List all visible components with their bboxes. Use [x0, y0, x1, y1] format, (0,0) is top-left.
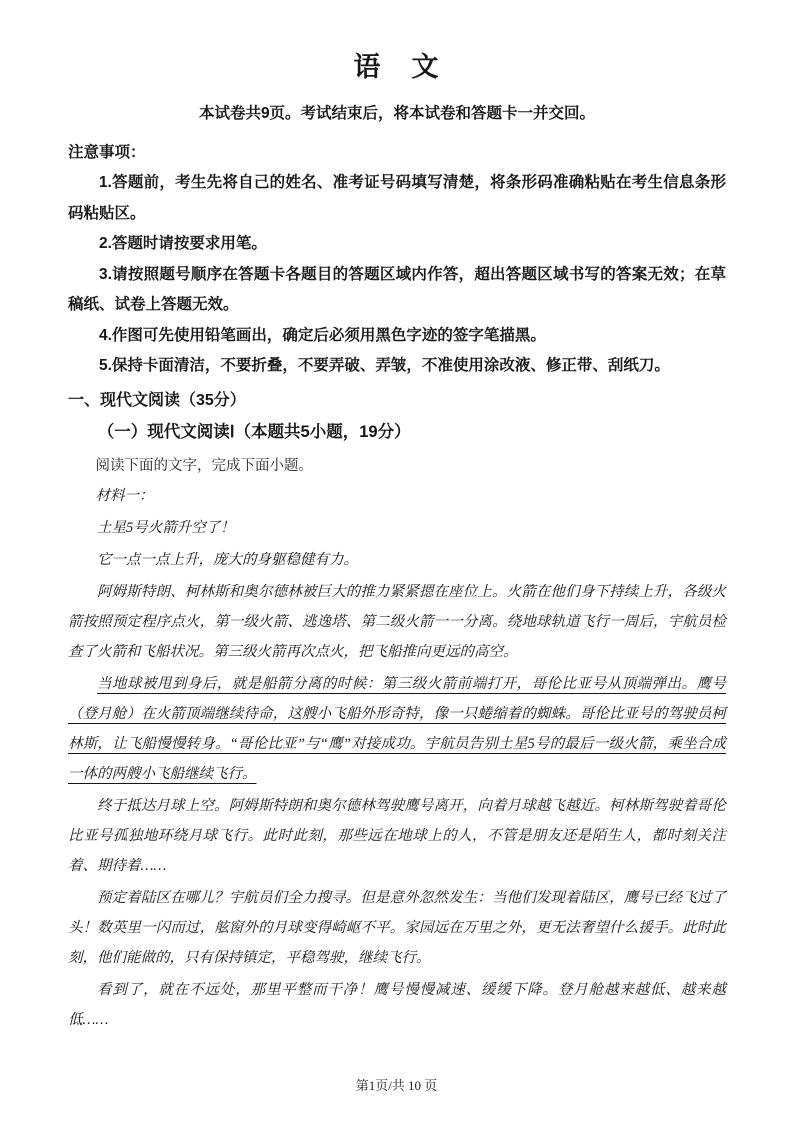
passage-paragraph: 当地球被甩到身后，就是船箭分离的时候：第三级火箭前端打开，哥伦比亚号从顶端弹出。鹰号（登月舱）在火箭顶端继续待命，这艘小飞船外形奇特，像一只蜷缩着的蜘蛛。哥伦比亚号的驾驶员柯林斯，让飞船慢慢转身。“哥伦比亚”与“鹰”对接成功。宇航员告别土星5号的最后一级火箭，乘坐合成一体的两艘小飞船继续飞行。	[68, 675, 726, 782]
exam-return-instruction: 本试卷共9页。考试结束后，将本试卷和答题卡一并交回。	[198, 105, 596, 122]
notice-item: 3.请按照题号顺序在答题卡各题目的答题区域内作答，超出答题区域书写的答案无效；在草稿纸、试卷上答题无效。	[68, 265, 726, 313]
passage-paragraph: 看到了，就在不远处，那里平整而干净！鹰号慢慢减速、缓缓下降。登月舱越来越低、越来越低……	[68, 981, 726, 1028]
notice-item: 5.保持卡面清洁，不要折叠，不要弄破、弄皱，不准使用涂改液、修正带、刮纸刀。	[99, 357, 670, 374]
passage	[68, 513, 726, 1035]
notice-list	[68, 168, 726, 382]
page-number-footer: 第1页/共 10 页	[355, 1078, 438, 1093]
reading-instruction: 阅读下面的文字，完成下面小题。	[95, 457, 314, 474]
passage-paragraph: 预定着陆区在哪儿？宇航员们全力搜寻。但是意外忽然发生：当他们发现着陆区，鹰号已经飞过了头！数英里一闪而过，舷窗外的月球变得崎岖不平。家园远在万里之外，更无法奢望什么援手。此时此刻，他们能做的，只有保持镇定，平稳驾驶，继续飞行。	[68, 889, 726, 966]
passage-paragraph: 阿姆斯特朗、柯林斯和奥尔德林被巨大的推力紧紧摁在座位上。火箭在他们身下持续上升，各级火箭按照预定程序点火，第一级火箭、逃逸塔、第二级火箭一一分离。绕地球轨道飞行一周后，宇航员检查了火箭和飞船状况。第三级火箭再次点火，把飞船推向更远的高空。	[68, 583, 726, 660]
notice-item: 2.答题时请按要求用笔。	[99, 235, 267, 252]
passage-paragraph: 它一点一点上升，庞大的身躯稳健有力。	[97, 551, 358, 568]
material-one-label: 材料一：	[95, 487, 154, 504]
notice-item: 4.作图可先使用铅笔画出，确定后必须用黑色字迹的签字笔描黑。	[99, 326, 546, 344]
subsection-heading-reading-one: （一）现代文阅读Ⅰ（本题共5小题，19分）	[97, 422, 411, 441]
notice-heading: 注意事项：	[68, 144, 146, 161]
section-heading-modern-reading: 一、现代文阅读（35分）	[68, 391, 246, 409]
notice-item: 1.答题前，考生先将自己的姓名、准考证号码填写清楚，将条形码准确粘贴在考生信息条形码粘贴区。	[68, 174, 726, 222]
passage-paragraph: 终于抵达月球上空。阿姆斯特朗和奥尔德林驾驶鹰号离开，向着月球越飞越近。柯林斯驾驶着哥伦比亚号孤独地环绕月球飞行。此时此刻，那些远在地球上的人，不管是朋友还是陌生人，都时刻关注着、期待着……	[68, 797, 726, 874]
page-title: 语 文	[353, 52, 441, 82]
passage-paragraph: 土星5号火箭升空了！	[97, 519, 235, 536]
